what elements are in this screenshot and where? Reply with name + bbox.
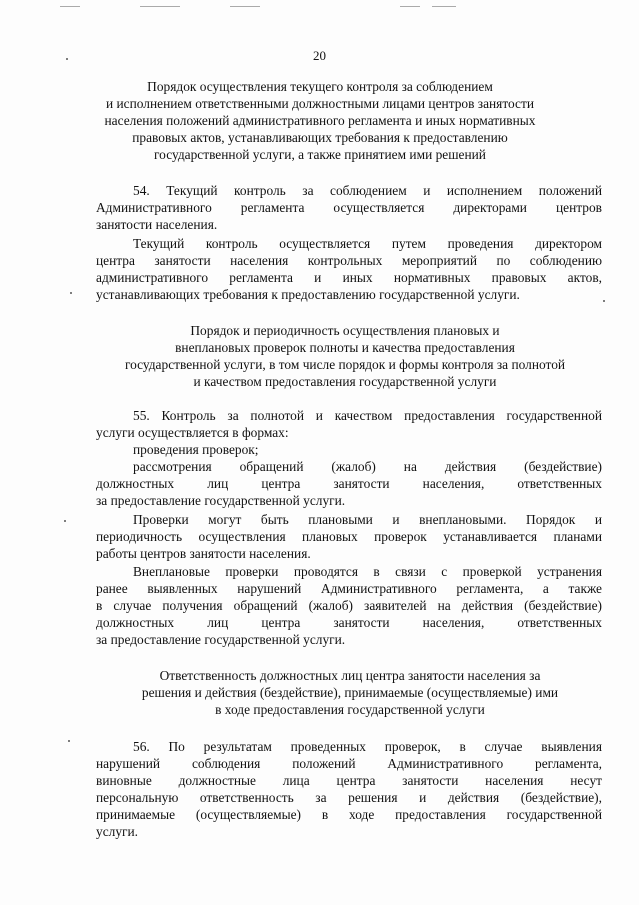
scan-artifact bbox=[140, 6, 180, 7]
scan-artifact bbox=[60, 6, 80, 7]
paragraph-55-unscheduled: Внеплановые проверки проводятся в связи с проверкой устранения ранее выявленных нарушений Административного регламента, а также в случае получения обращений (жалоб) заявителей на действия (бездействие) должностных лиц центра занятости населения, ответственных за предоставление государственной услуги. bbox=[96, 564, 602, 647]
paragraph-55-item-b: рассмотрения обращений (жалоб) на действия (бездействие) должностных лиц центра занятости населения, ответственных за предоставление государственной услуги. bbox=[96, 459, 602, 508]
scan-artifact bbox=[68, 740, 70, 742]
section-heading-current-control: Порядок осуществления текущего контроля за соблюдением и исполнением ответственными должностными лицами центров занятости населения положений административного регламента и иных нормативных правовых актов, устанавливающих требования к предоставлению государственной услуги, а также принятием ими решений bbox=[104, 79, 536, 162]
paragraph-56: 56. По результатам проведенных проверок, в случае выявления нарушений соблюдения положений Административного регламента, виновные должностные лица центра занятости населения несут персональную ответственность за решения и действия (бездействие), принимаемые (осуществляемые) в ходе предоставления государственной услуги. bbox=[96, 739, 602, 839]
paragraph-55: 55. Контроль за полнотой и качеством предоставления государственной услуги осуществляется в формах: bbox=[96, 408, 602, 440]
scan-artifact bbox=[432, 6, 456, 7]
scan-artifact bbox=[230, 6, 260, 7]
paragraph-55-item-a: проведения проверок; bbox=[133, 442, 259, 457]
scan-artifact bbox=[64, 520, 66, 522]
section-heading-inspections: Порядок и периодичность осуществления плановых и внеплановых проверок полноты и качества предоставления государственной услуги, в том числе порядок и формы контроля за полнотой и качеством предоставления государственной услуги bbox=[124, 323, 566, 389]
section-heading-responsibility: Ответственность должностных лиц центра занятости населения за решения и действия (бездействие), принимаемые (осуществляемые) ими в ходе предоставления государственной услуги bbox=[141, 668, 559, 717]
scan-artifact bbox=[400, 6, 420, 7]
scan-artifact bbox=[70, 292, 72, 294]
page-number: 20 bbox=[313, 48, 326, 63]
paragraph-54: 54. Текущий контроль за соблюдением и исполнением положений Административного регламента осуществляется директорами центров занятости населения. bbox=[96, 183, 602, 232]
scan-artifact bbox=[603, 300, 605, 302]
paragraph-54-continued: Текущий контроль осуществляется путем проведения директором центра занятости населения контрольных мероприятий по соблюдению административного регламента и иных нормативных правовых актов, устанавливающих требования к предоставлению государственной услуги. bbox=[96, 236, 602, 302]
paragraph-55-checks: Проверки могут быть плановыми и внеплановыми. Порядок и периодичность осуществления плановых проверок устанавливается планами работы центров занятости населения. bbox=[96, 512, 602, 561]
